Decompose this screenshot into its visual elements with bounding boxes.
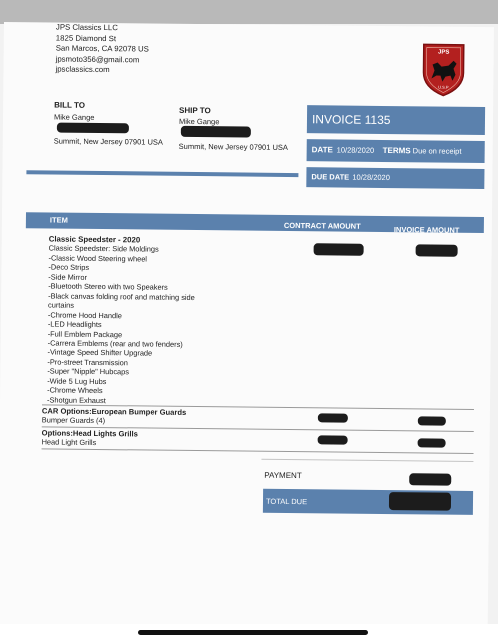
- ship-to-name: Mike Gange: [178, 116, 220, 127]
- invoice-terms: Due on receipt: [412, 146, 462, 156]
- payment-amount-redaction: [409, 473, 451, 485]
- option-title: Options:Head Lights Grills: [41, 428, 138, 439]
- list-item: -Wide 5 Lug Hubs: [47, 376, 107, 386]
- invoice-due-date: 10/28/2020: [352, 172, 390, 183]
- list-item: -Deco Strips: [48, 262, 90, 273]
- company-email: jpsmoto356@gmail.com: [55, 54, 140, 65]
- list-item: curtains: [47, 300, 74, 310]
- list-item: -Chrome Hood Handle: [47, 310, 122, 320]
- option-detail: Bumper Guards (4): [41, 415, 106, 426]
- main-item-contract-amount-redaction: [314, 243, 364, 256]
- option-title: CAR Options:European Bumper Guards: [41, 406, 187, 417]
- company-name: JPS Classics LLC: [55, 22, 118, 33]
- main-item-description: [47, 234, 195, 406]
- option1-invoice-amount-redaction: [418, 416, 446, 425]
- list-item: -Full Emblem Package: [47, 329, 123, 339]
- viewer-top-bar: [0, 0, 498, 24]
- list-item: Classic Speedster: Side Moldings: [48, 243, 159, 255]
- bill-to-label: BILL TO: [54, 100, 86, 110]
- company-website: jpsclassics.com: [55, 64, 110, 75]
- option2-invoice-amount-redaction: [418, 438, 446, 447]
- logo-subtext: U.S.P: [438, 84, 449, 90]
- list-item: -Shotgun Exhaust: [47, 395, 106, 405]
- company-logo: [420, 42, 467, 96]
- ship-to-street-redaction: [181, 126, 251, 138]
- option1-contract-amount-redaction: [318, 413, 348, 422]
- totals-divider: [261, 459, 473, 462]
- total-due-label: TOTAL DUE: [265, 496, 308, 507]
- invoice-date-band: [307, 139, 485, 163]
- list-item: -Side Mirror: [48, 272, 87, 282]
- due-date-label: DUE DATE: [311, 172, 350, 182]
- list-item: -Pro-street Transmission: [47, 357, 128, 368]
- invoice-due-date-band: [306, 167, 484, 189]
- table-header: [26, 212, 484, 233]
- list-item: -Chrome Wheels: [47, 385, 103, 396]
- option-row-bumper-guards: [42, 406, 186, 426]
- option2-contract-amount-redaction: [318, 435, 348, 444]
- bill-to-city: Summit, New Jersey 07901 USA: [53, 136, 164, 147]
- invoice-page: [0, 22, 494, 629]
- list-item: -Bluetooth Stereo with two Speakers: [48, 281, 168, 292]
- list-item: -Carrera Emblems (rear and two fenders): [47, 338, 183, 349]
- column-header-item: ITEM: [49, 215, 68, 225]
- company-address-line1: 1825 Diamond St: [55, 33, 117, 43]
- bill-to-street-redaction: [57, 123, 129, 134]
- option-row-head-light-grills: [42, 428, 138, 447]
- row-divider: [42, 448, 474, 454]
- terms-label: TERMS: [382, 145, 411, 156]
- invoice-date: 10/28/2020: [336, 145, 375, 155]
- date-label: DATE: [311, 145, 333, 155]
- logo-text: JPS: [438, 49, 450, 56]
- invoice-title: INVOICE 1135: [311, 112, 391, 128]
- main-item-invoice-amount-redaction: [416, 244, 458, 256]
- invoice-title-band: [307, 105, 485, 135]
- list-item: -Vintage Speed Shifter Upgrade: [47, 347, 153, 359]
- option-detail: Head Light Grills: [41, 437, 97, 447]
- list-item: -Classic Wood Steering wheel: [48, 253, 148, 264]
- column-header-contract-amount: CONTRACT AMOUNT: [283, 220, 361, 231]
- list-item: -Super "Nipple" Hubcaps: [47, 366, 130, 377]
- header-divider-band: [26, 170, 298, 177]
- main-item-title: Classic Speedster - 2020: [48, 234, 141, 245]
- company-address-line2: San Marcos, CA 92078 US: [55, 43, 149, 54]
- list-item: -LED Headlights: [47, 319, 102, 330]
- list-item: -Black canvas folding roof and matching side: [48, 291, 195, 302]
- total-due-amount-redaction: [389, 492, 451, 511]
- home-indicator[interactable]: [138, 630, 368, 635]
- ship-to-label: SHIP TO: [179, 105, 211, 116]
- ship-to-city: Summit, New Jersey 07901 USA: [178, 141, 288, 152]
- payment-label: PAYMENT: [264, 470, 302, 481]
- company-block: [55, 23, 149, 77]
- bill-to-name: Mike Gange: [53, 112, 95, 122]
- column-header-invoice-amount: INVOICE AMOUNT: [393, 225, 460, 235]
